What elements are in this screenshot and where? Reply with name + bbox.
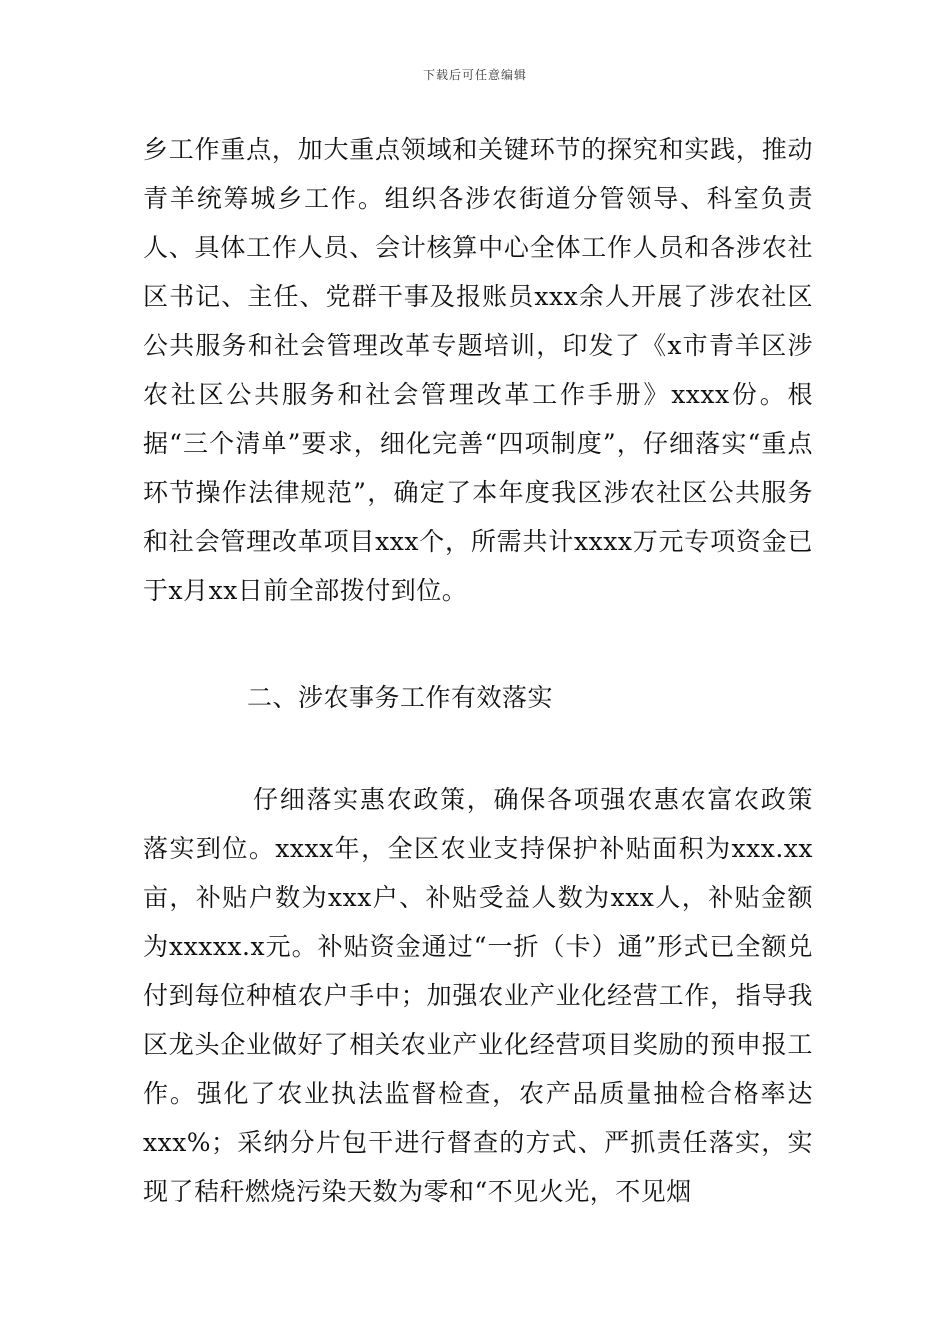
body-paragraph: 乡工作重点，加大重点领域和关键环节的探究和实践，推动青羊统筹城乡工作。组织各涉农街道分管领导、科室负责人、具体工作人员、会计核算中心全体工作人员和各涉农社区书记、主任、党群干事及报账员xxx余人开展了涉农社区公共服务和社会管理改革专题培训，印发了《x市青羊区涉农社区公共服务和社会管理改革工作手册》xxxx份。根据“三个清单”要求，细化完善“四项制度”，仔细落实“重点环节操作法律规范”，确定了本年度我区涉农社区公共服务和社会管理改革项目xxx个，所需共计xxxx万元专项资金已于x月xx日前全部拨付到位。 <box>143 135 813 605</box>
section-heading: 二、涉农事务工作有效落实 <box>247 683 554 712</box>
page-header: 下载后可任意编辑 <box>422 68 527 82</box>
body-paragraph: 仔细落实惠农政策，确保各项强农惠农富农政策落实到位。xxxx年，全区农业支持保护补贴面积为xxx.xx亩，补贴户数为xxx户、补贴受益人数为xxx人，补贴金额为xxxxx.x元。补贴资金通过“一折（卡）通”形式已全额兑付到每位种植农户手中；加强农业产业化经营工作，指导我区龙头企业做好了相关农业产业化经营项目奖励的预申报工作。强化了农业执法监督检查，农产品质量抽检合格率达xxx%；采纳分片包干进行督查的方式、严抓责任落实，实现了秸秆燃烧污染天数为零和“不见火光，不见烟 <box>143 785 813 1206</box>
